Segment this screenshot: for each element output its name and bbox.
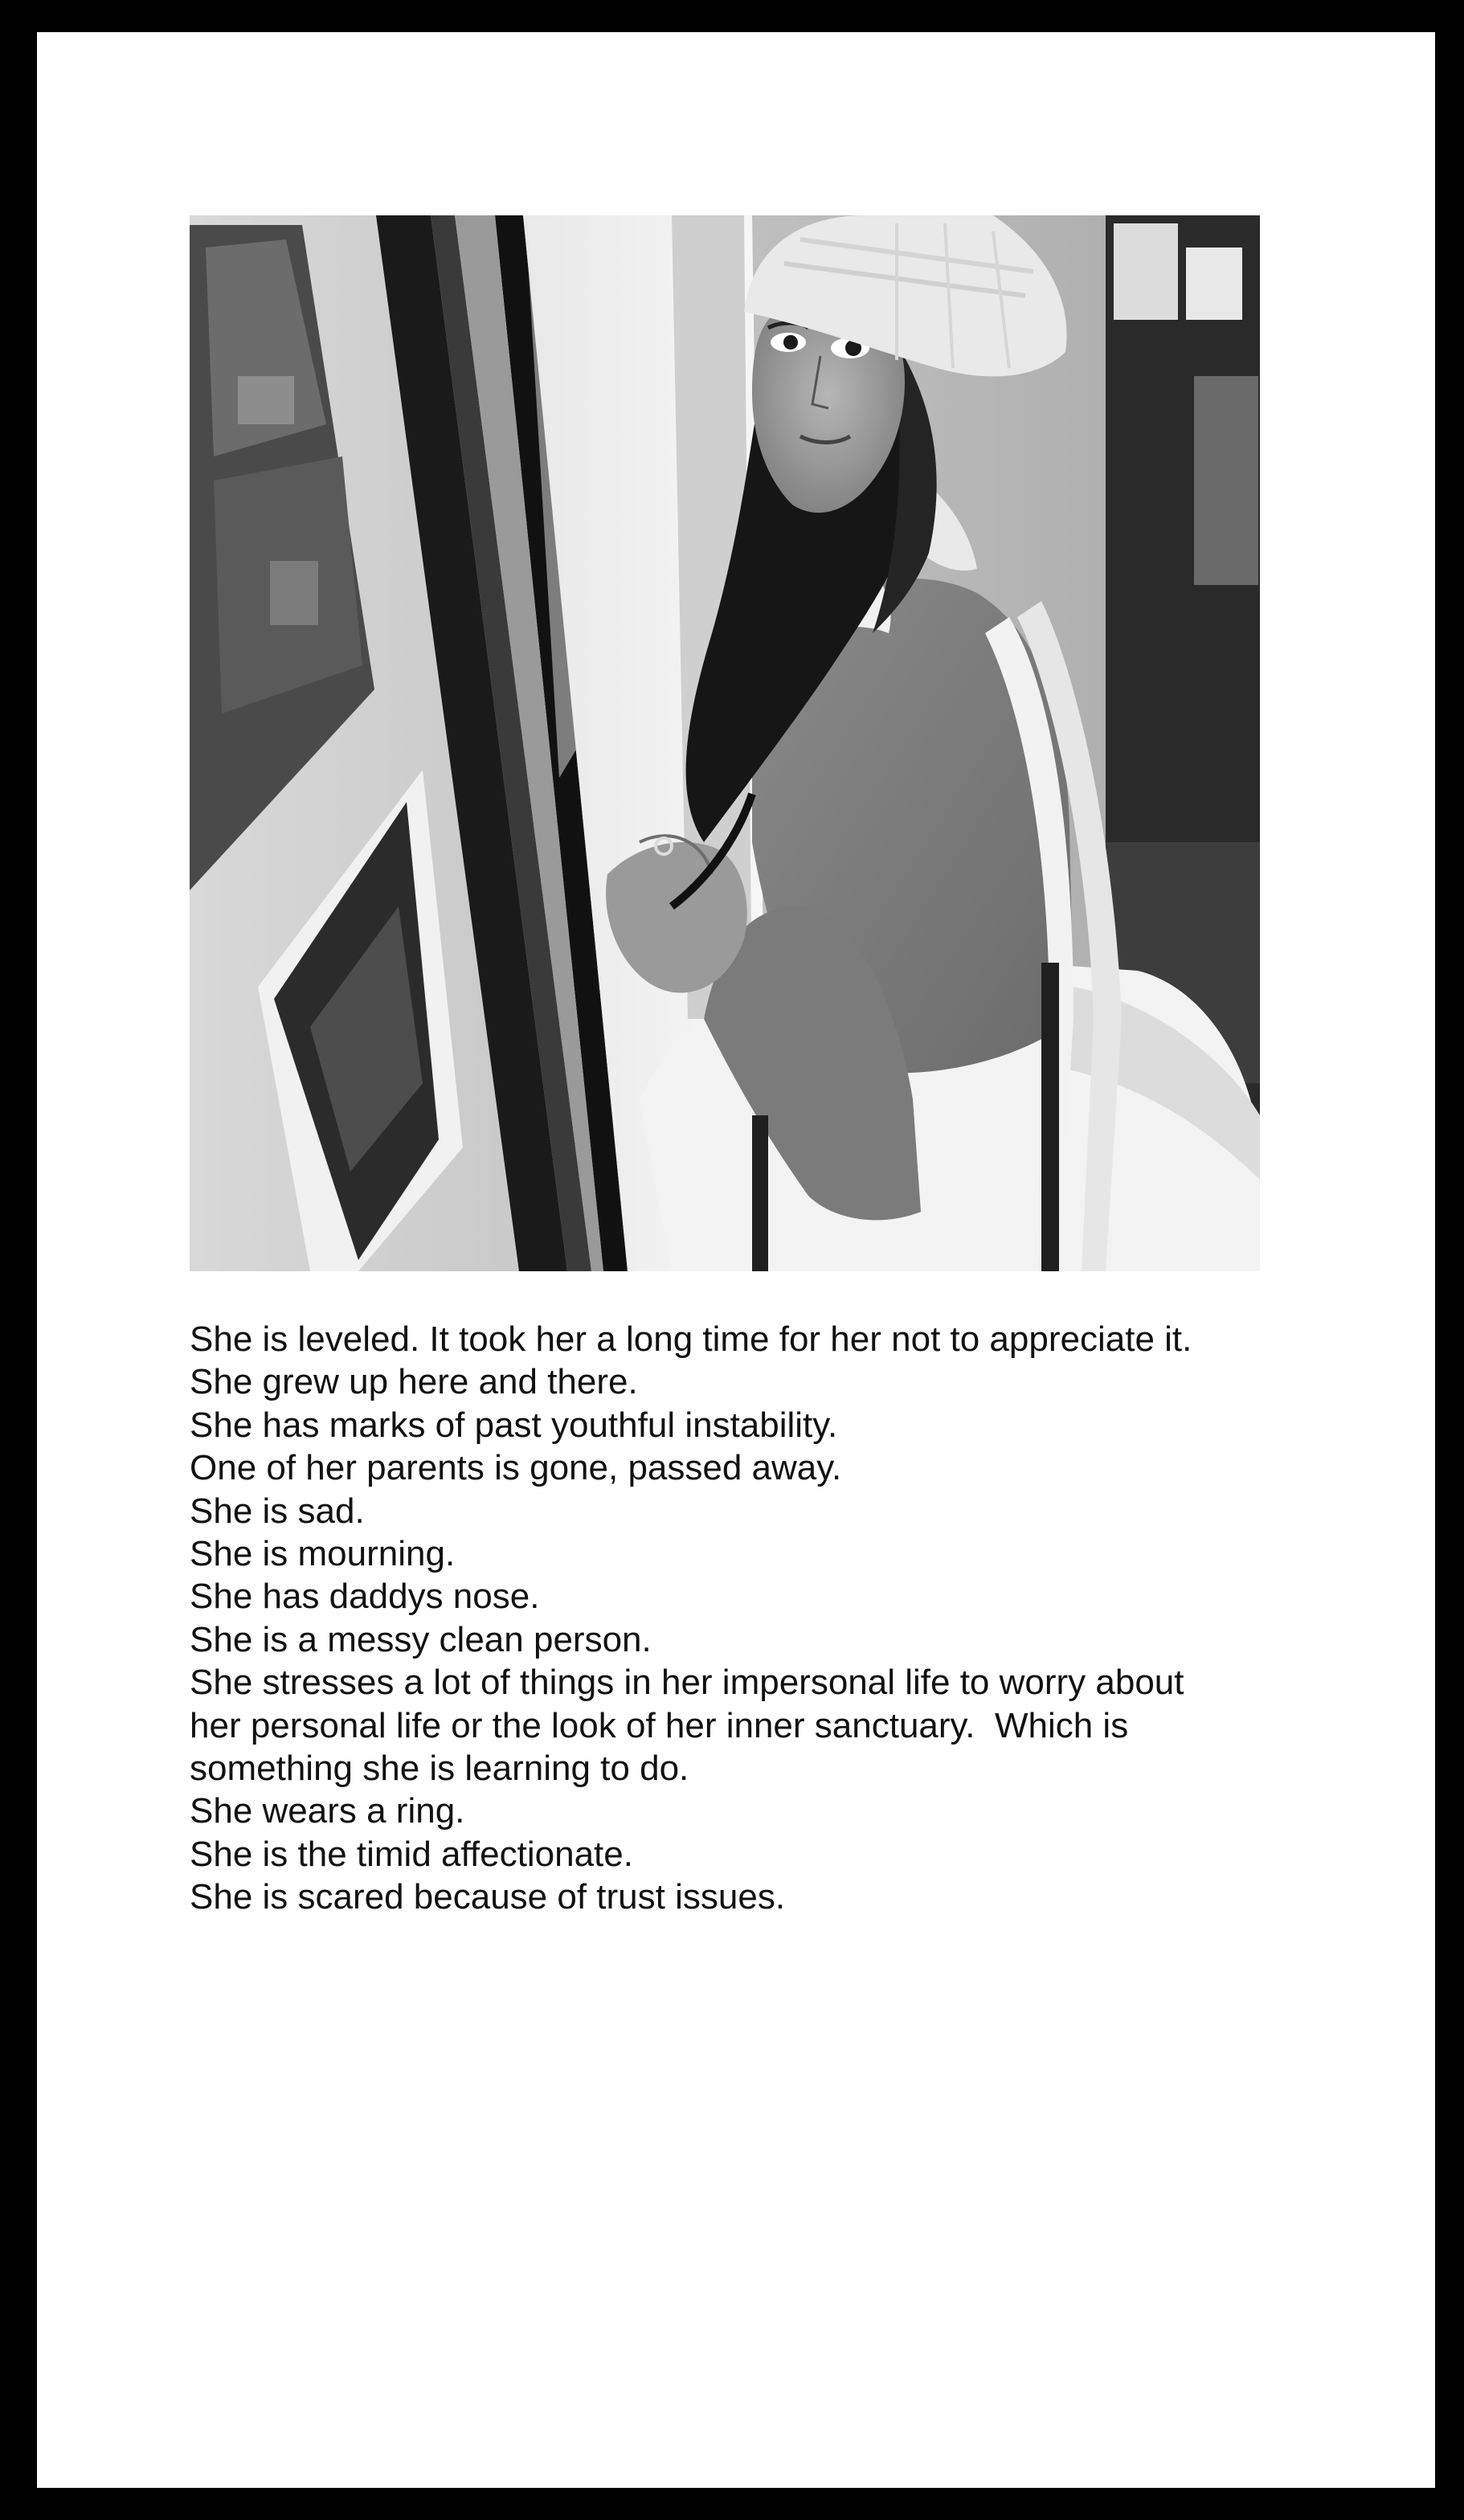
caption-line: She is scared because of trust issues. xyxy=(190,1877,786,1917)
caption-text-block xyxy=(190,1318,1331,1919)
caption-line: She is the timid affectionate. xyxy=(190,1834,633,1874)
caption-line: She grew up here and there. xyxy=(190,1362,638,1402)
document-page xyxy=(37,32,1435,2488)
caption-line: She is leveled. It took her a long time for her not to appreciate it. xyxy=(190,1319,1192,1359)
caption-line: One of her parents is gone, passed away. xyxy=(190,1448,842,1488)
caption-line: She wears a ring. xyxy=(190,1791,465,1831)
caption-line: She is a messy clean person. xyxy=(190,1619,652,1659)
caption-line: She has marks of past youthful instability. xyxy=(190,1405,838,1445)
caption-line: She is mourning. xyxy=(190,1534,456,1574)
portrait-photo-illustration xyxy=(190,215,1260,1271)
caption-line: her personal life or the look of her inner sanctuary. Which is xyxy=(190,1705,1129,1745)
caption-line: something she is learning to do. xyxy=(190,1749,689,1789)
portrait-photo xyxy=(190,215,1260,1271)
caption-line: She has daddys nose. xyxy=(190,1577,540,1617)
caption-line: She stresses a lot of things in her impersonal life to worry about xyxy=(190,1663,1184,1703)
caption-line: She is sad. xyxy=(190,1491,365,1531)
